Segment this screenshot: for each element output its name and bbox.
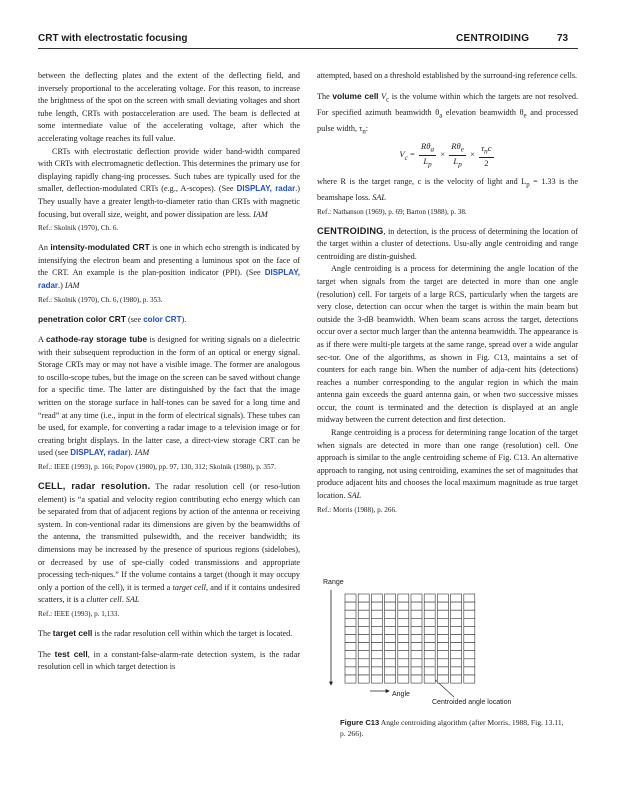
resolution-cell <box>371 610 382 618</box>
resolution-cell <box>424 635 435 643</box>
resolution-cell <box>385 618 396 626</box>
resolution-cell <box>398 610 409 618</box>
resolution-cell <box>345 602 356 610</box>
paragraph: penetration color CRT (see color CRT). <box>38 313 187 324</box>
resolution-cell <box>385 643 396 651</box>
paragraph: The target cell is the radar resolution cell within which the target is located. <box>38 627 293 638</box>
resolution-cell <box>464 651 475 659</box>
resolution-cell <box>437 675 448 683</box>
resolution-cell <box>424 610 435 618</box>
resolution-cell <box>371 667 382 675</box>
paragraph: Range centroiding is a process for determining range location of the target when signals are detected in more than one range (resolution) cell. One approach is similar to the angle centroiding scheme of Fig. C13. An alternative approach to ranging, not using centroiding, examines the set of magnitudes that produce adjacent hits and chooses the local maximum magnitude as true target location. SAL <box>317 428 578 501</box>
resolution-cell <box>358 626 369 634</box>
resolution-cell <box>385 651 396 659</box>
resolution-cell <box>464 643 475 651</box>
resolution-cell <box>424 667 435 675</box>
resolution-cell <box>345 675 356 683</box>
resolution-cell <box>411 602 422 610</box>
resolution-cell <box>464 602 475 610</box>
resolution-cell <box>424 626 435 634</box>
resolution-cell <box>345 667 356 675</box>
running-head-title: CRT with electrostatic focusing <box>38 33 188 44</box>
defined-term: intensity-modulated CRT <box>50 242 150 253</box>
paragraph: Angle centroiding is a process for determining the angle location of the target when signals from the target are detected in more than one angle (resolution) cell. For targets of a large RCS, particularly when the targets are very close, detection can occur when the target is within the main beam but outside the 3-dB beamwidth. When beam scans across the target, detections occur over a sector much larger than the antenna beamwidth. The appearance is as if there were multi-ple targets at the same range, spread over a wide angular sec-tor. One of the algorithms, as shown in Fig. C13, maintains a set of counters for each range bin. When the number of adja-cent hits (detections) reaches a number corresponding to the angular region in which the main antenna gain exceeds the guard antenna gain, or when two successive misses occur, the count is terminated and the detection is displayed at an angle midway between the current detection and first detection. <box>317 264 578 425</box>
defined-term: volume cell <box>332 90 379 101</box>
figure-number: Figure C13 <box>340 718 380 727</box>
resolution-cell <box>385 594 396 602</box>
resolution-cell <box>464 626 475 634</box>
reference: Ref.: Nathanson (1969), p. 69; Barton (1988), p. 38. <box>317 207 467 216</box>
resolution-cell <box>464 659 475 667</box>
paragraph: The test cell, in a constant-false-alarm-rate detection system, is the radar resolution cell in which target detection is <box>38 648 300 672</box>
header-rule <box>38 48 578 49</box>
resolution-cell <box>345 618 356 626</box>
running-head-section: CENTROIDING <box>456 33 530 44</box>
resolution-cell <box>437 594 448 602</box>
paragraph: CELL, radar resolution. The radar resolution cell (or reso-lution element) is “a spatial and velocity region contributing echo energy which can be separated from that of adjacent regions by action of the antenna or receiving system. In con-ventional radar its dimensions are given by the beamwidths of the antenna, the transmitted pulsewidth, and the receiver bandwidth; its dimensions may be increased by the presence of spurious regions (sidelobes), or decreased by use of spe-cially coded transmissions and appropriate processing tech-niques.” If the volume contains a target (though it may occupy only a portion of the cell), it is termed a target cell, and if it contains undesired scatters, it is a clutter cell. SAL <box>38 481 300 605</box>
resolution-cell <box>385 667 396 675</box>
resolution-cell <box>424 602 435 610</box>
resolution-cell <box>437 602 448 610</box>
resolution-cell <box>451 675 462 683</box>
resolution-cell <box>424 675 435 683</box>
volume-cell-equation: $V_c$ = $\frac{R\theta_a}{L_p}$ × $\frac{R\theta_e}{L_p}$ × $\frac{\tau_nc}{2}$ <box>399 141 492 169</box>
paragraph: attempted, based on a threshold established by the surround-ing reference cells. <box>317 71 578 80</box>
angle-centroiding-diagram <box>320 572 578 722</box>
author-initials: SAL <box>125 595 140 605</box>
author-initials: SAL <box>347 491 362 501</box>
resolution-cell <box>464 594 475 602</box>
resolution-cell <box>451 626 462 634</box>
resolution-cell <box>424 594 435 602</box>
resolution-cell <box>371 626 382 634</box>
resolution-cell <box>345 643 356 651</box>
resolution-cell <box>385 659 396 667</box>
defined-term: target cell <box>52 627 93 638</box>
resolution-cell <box>424 618 435 626</box>
paragraph: CENTROIDING, in detection, is the process of determining the location of the target within a cluster of detections. Usu-ally angle centroiding and range centroiding are distin-guished. <box>317 225 578 261</box>
figure-caption: Figure C13 Angle centroiding algorithm (after Morris, 1988, Fig. 13.11, p. 266). <box>340 718 564 738</box>
resolution-cell <box>437 626 448 634</box>
resolution-cell <box>345 651 356 659</box>
resolution-cell <box>385 610 396 618</box>
page-number: 73 <box>557 33 569 44</box>
resolution-cell <box>398 667 409 675</box>
resolution-cell <box>411 643 422 651</box>
resolution-cell <box>451 602 462 610</box>
resolution-cell <box>358 659 369 667</box>
reference: Ref.: Morris (1988), p. 266. <box>317 505 397 514</box>
resolution-cell <box>358 635 369 643</box>
resolution-cell <box>385 675 396 683</box>
paragraph: A cathode-ray storage tube is designed for writing signals on a dielectric with their subsequent reproduction in the form of an optical or energy signal. Storage CRTs may or may not have a visible image. The former are analogous to oscillo-scope tubes, but the image on the screen can be saved without change for a specific time. The latter are distinguished by the fact that the image written on the storage surface in half-tones can be saved for a long time and “read” at any time (i.e., input in the form of electrical signals). These tubes can be used, for example, for converting a radar image to a television image or for creating bright displays. In the latter case, a direct-view storage CRT can be used (see DISPLAY, radar). IAM <box>38 334 300 458</box>
resolution-cell <box>371 618 382 626</box>
cross-reference-link[interactable]: DISPLAY, radar <box>38 268 300 290</box>
author-initials: IAM <box>64 280 80 290</box>
resolution-cell <box>437 667 448 675</box>
resolution-cell <box>451 618 462 626</box>
paragraph: The volume cell $V_c$ is the volume within which the targets are not resolved. For specified azimuth beamwidth $\theta_a$ elevation beamwidth $\theta_e$ and processed pulse width, $\tau_n$: <box>317 90 578 136</box>
resolution-cell <box>451 651 462 659</box>
resolution-cell <box>424 659 435 667</box>
resolution-cell <box>437 618 448 626</box>
resolution-cell <box>398 643 409 651</box>
reference: Ref.: IEEE (1993), p. 1,133. <box>38 609 120 618</box>
paragraph: between the deflecting plates and the extent of the deflecting field, and inversely proportional to the accelerating voltage. For this reason, to increase the brightness of the spot on the screen with small deviating voltages and short tube length, CRTs with postacceleration are used. The beam is deflected at some intermediate value of the accelerating voltage, after which the accelerating voltage reaches its full value. <box>38 71 300 143</box>
right-column <box>317 70 578 523</box>
resolution-cell <box>411 667 422 675</box>
range-axis-label: Range <box>323 579 344 586</box>
resolution-cell <box>398 651 409 659</box>
paragraph: CRTs with electrostatic deflection provide wider band-width compared with CRTs with electromagnetic deflection. This determines the primary use for displaying rapidly chang-ing processes. Such tubes are typically used for the smaller, deflection-modulated CRTs (e.g., A-scopes). (See DISPLAY, radar.) They usually have a greater length-to-diameter ratio than CRTs with magnetic focusing, but overall size, weight, and power dissipation are less. IAM <box>38 146 300 219</box>
angle-axis-label: Angle <box>392 691 410 698</box>
reference: Ref.: IEEE (1993), p. 166; Popov (1980), pp. 97, 130, 312; Skolnik (1980), p. 357. <box>38 463 276 472</box>
resolution-cell <box>371 675 382 683</box>
reference: Ref.: Skolnik (1970), Ch. 6. <box>38 224 119 233</box>
resolution-cell <box>398 635 409 643</box>
range-angle-cell-grid <box>345 594 475 683</box>
cross-reference-link[interactable]: DISPLAY, radar <box>236 184 296 194</box>
resolution-cell <box>358 667 369 675</box>
resolution-cell <box>437 643 448 651</box>
resolution-cell <box>437 651 448 659</box>
resolution-cell <box>345 610 356 618</box>
resolution-cell <box>451 610 462 618</box>
resolution-cell <box>345 626 356 634</box>
entry-heading: CENTROIDING <box>317 225 384 236</box>
resolution-cell <box>345 659 356 667</box>
resolution-cell <box>398 659 409 667</box>
resolution-cell <box>385 635 396 643</box>
resolution-cell <box>371 659 382 667</box>
resolution-cell <box>411 618 422 626</box>
resolution-cell <box>451 635 462 643</box>
resolution-cell <box>451 667 462 675</box>
author-initials: SAL <box>372 192 386 202</box>
resolution-cell <box>464 635 475 643</box>
paragraph: An intensity-modulated CRT is one in which echo strength is indicated by intensifying the electron beam and presenting a luminous spot on the face of the CRT. An example is the plan-position indicator (PPI). (See DISPLAY, radar.) IAM <box>38 242 300 290</box>
resolution-cell <box>385 602 396 610</box>
resolution-cell <box>371 602 382 610</box>
left-column <box>38 70 300 674</box>
resolution-cell <box>411 594 422 602</box>
resolution-cell <box>398 626 409 634</box>
resolution-cell <box>398 594 409 602</box>
author-initials: IAM <box>253 209 268 219</box>
cross-reference-link[interactable]: color CRT <box>143 314 182 324</box>
paragraph: where R is the target range, c is the velocity of light and $L_p = 1.33$ is the beamshape loss. SAL <box>317 176 578 202</box>
resolution-cell <box>358 675 369 683</box>
resolution-cell <box>424 643 435 651</box>
resolution-cell <box>437 610 448 618</box>
resolution-cell <box>464 610 475 618</box>
defined-term: test cell <box>54 648 88 659</box>
resolution-cell <box>411 626 422 634</box>
resolution-cell <box>464 667 475 675</box>
resolution-cell <box>411 651 422 659</box>
resolution-cell <box>411 675 422 683</box>
resolution-cell <box>411 610 422 618</box>
resolution-cell <box>437 659 448 667</box>
resolution-cell <box>358 618 369 626</box>
defined-term: penetration color CRT <box>38 313 126 324</box>
resolution-cell <box>411 659 422 667</box>
resolution-cell <box>464 618 475 626</box>
resolution-cell <box>451 594 462 602</box>
resolution-cell <box>398 675 409 683</box>
resolution-cell <box>371 651 382 659</box>
defined-term: cathode-ray storage tube <box>46 334 148 345</box>
centroid-label: Centroided angle location <box>432 699 512 706</box>
resolution-cell <box>451 659 462 667</box>
resolution-cell <box>358 643 369 651</box>
resolution-cell <box>411 635 422 643</box>
resolution-cell <box>358 594 369 602</box>
resolution-cell <box>358 651 369 659</box>
entry-heading: CELL, radar resolution. <box>38 481 151 492</box>
resolution-cell <box>345 594 356 602</box>
resolution-cell <box>358 610 369 618</box>
cross-reference-link[interactable]: DISPLAY, radar <box>70 448 128 458</box>
resolution-cell <box>358 602 369 610</box>
reference: Ref.: Skolnik (1970), Ch. 6, (1980), p. 353. <box>38 295 163 304</box>
resolution-cell <box>371 643 382 651</box>
resolution-cell <box>385 626 396 634</box>
resolution-cell <box>345 635 356 643</box>
resolution-cell <box>437 635 448 643</box>
resolution-cell <box>424 651 435 659</box>
resolution-cell <box>451 643 462 651</box>
resolution-cell <box>464 675 475 683</box>
author-initials: IAM <box>134 448 150 458</box>
resolution-cell <box>398 602 409 610</box>
resolution-cell <box>371 594 382 602</box>
resolution-cell <box>398 618 409 626</box>
resolution-cell <box>371 635 382 643</box>
figure-c13 <box>320 572 578 722</box>
